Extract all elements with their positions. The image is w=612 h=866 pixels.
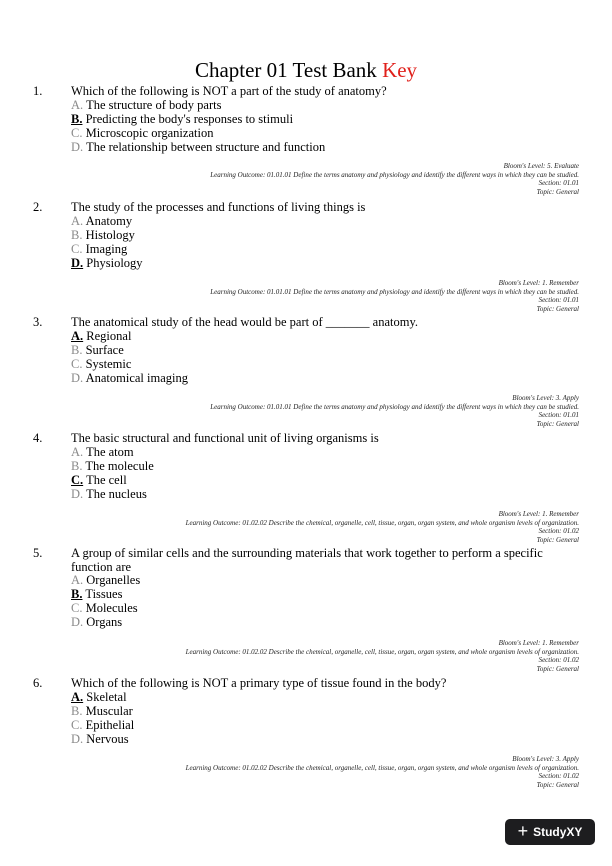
question-text: The anatomical study of the head would be part of _______ anatomy. [71,315,419,329]
section: Section: 01.02 [538,656,579,665]
correct-option-letter: C. [71,473,84,487]
section: Section: 01.02 [538,772,579,781]
option-c [71,601,140,615]
option-text: Regional [86,329,132,343]
question-number: 4. [33,431,43,445]
option-c [71,126,325,140]
question-metadata [210,279,579,313]
option-text: Histology [85,228,135,242]
question-text: The study of the processes and functions of living things is [71,200,366,214]
correct-option-letter: B. [71,112,83,126]
question-metadata [186,639,579,673]
option-letter: C. [71,718,83,732]
question-number: 5. [33,546,43,560]
learning-outcome: Learning Outcome: 01.02.02 Describe the chemical, organelle, cell, tissue, organ, organ system, and whole organism levels of organization. [185,647,579,656]
option-letter: D. [71,371,84,385]
blooms-level: Bloom's Level: 1. Remember [498,639,579,647]
option-text: The atom [86,445,134,459]
blooms-level: Bloom's Level: 1. Remember [498,510,579,518]
option-letter: D. [71,615,84,629]
option-d [71,732,134,746]
option-text: Predicting the body's responses to stimuli [85,112,294,126]
question-metadata [210,394,579,428]
option-text: Imaging [85,242,128,256]
option-b [71,228,143,242]
question-metadata [210,162,579,196]
option-text: Skeletal [86,690,127,704]
option-text: Nervous [86,732,129,746]
correct-option-letter: B. [71,587,83,601]
option-letter: A. [71,573,84,587]
topic: Topic: General [536,419,579,428]
title-main: Chapter 01 Test Bank [194,58,377,82]
option-text: Anatomy [85,214,133,228]
question-metadata [186,755,579,789]
correct-option-letter: D. [71,256,84,270]
option-text: The relationship between structure and function [86,140,326,154]
option-text: Microscopic organization [85,126,214,140]
option-list [71,445,154,501]
option-c [71,473,154,487]
option-letter: C. [71,242,83,256]
blooms-level: Bloom's Level: 3. Apply [512,755,579,763]
correct-option-letter: A. [71,329,84,343]
option-letter: B. [71,459,83,473]
option-letter: B. [71,704,83,718]
option-text: Physiology [86,256,143,270]
option-d [71,140,325,154]
option-list [71,329,188,385]
option-list [71,690,134,746]
section: Section: 01.01 [538,179,579,188]
question-number: 2. [33,200,43,214]
option-text: Molecules [85,601,138,615]
topic: Topic: General [536,664,579,673]
option-b [71,587,140,601]
section: Section: 01.01 [538,411,579,420]
topic: Topic: General [536,535,579,544]
blooms-level: Bloom's Level: 5. Evaluate [503,162,579,170]
option-list [71,573,140,629]
learning-outcome: Learning Outcome: 01.01.01 Define the terms anatomy and physiology and identify the different ways in which they can be studied. [210,170,579,179]
topic: Topic: General [536,780,579,789]
option-letter: A. [71,98,84,112]
option-d [71,256,143,270]
option-letter: A. [71,445,84,459]
brand-name: StudyXY [533,825,583,839]
option-c [71,357,188,371]
option-text: Anatomical imaging [85,371,188,385]
option-c [71,718,134,732]
section: Section: 01.02 [538,527,579,536]
option-c [71,242,143,256]
option-letter: B. [71,343,83,357]
question-text: Which of the following is NOT a primary type of tissue found in the body? [71,676,447,690]
option-text: Epithelial [85,718,135,732]
option-text: Tissues [85,587,123,601]
studyxy-badge[interactable] [505,819,595,845]
question-metadata [186,510,579,544]
learning-outcome: Learning Outcome: 01.01.01 Define the terms anatomy and physiology and identify the different ways in which they can be studied. [210,402,579,411]
option-b [71,704,134,718]
option-b [71,343,188,357]
option-letter: D. [71,732,84,746]
option-b [71,459,154,473]
option-text: The molecule [85,459,154,473]
option-a [71,445,154,459]
option-text: Systemic [85,357,132,371]
topic: Topic: General [536,304,579,313]
option-text: Organs [86,615,123,629]
option-a [71,329,188,343]
option-letter: A. [71,214,84,228]
option-a [71,214,143,228]
option-letter: C. [71,357,83,371]
learning-outcome: Learning Outcome: 01.02.02 Describe the chemical, organelle, cell, tissue, organ, organ system, and whole organism levels of organization. [185,518,579,527]
question-number: 6. [33,676,43,690]
option-b [71,112,325,126]
option-letter: C. [71,601,83,615]
option-a [71,573,140,587]
blooms-level: Bloom's Level: 1. Remember [498,279,579,287]
option-letter: C. [71,126,83,140]
option-a [71,690,134,704]
title-key: Key [382,58,418,82]
option-text: Muscular [85,704,133,718]
option-list [71,98,325,154]
option-d [71,615,140,629]
section: Section: 01.01 [538,296,579,305]
option-text: The nucleus [86,487,147,501]
correct-option-letter: A. [71,690,84,704]
blooms-level: Bloom's Level: 3. Apply [512,394,579,402]
option-letter: B. [71,228,83,242]
option-letter: D. [71,140,84,154]
plus-icon: + [517,821,529,841]
question-text: The basic structural and functional unit of living organisms is [71,431,379,445]
question-number: 1. [33,84,43,98]
option-d [71,487,154,501]
question-text: Which of the following is NOT a part of the study of anatomy? [71,84,387,98]
option-text: The cell [86,473,127,487]
question-number: 3. [33,315,43,329]
option-d [71,371,188,385]
option-text: The structure of body parts [86,98,222,112]
option-list [71,214,143,270]
option-letter: D. [71,487,84,501]
learning-outcome: Learning Outcome: 01.02.02 Describe the chemical, organelle, cell, tissue, organ, organ system, and whole organism levels of organization. [185,763,579,772]
option-text: Organelles [86,573,141,587]
page-title [0,58,612,82]
learning-outcome: Learning Outcome: 01.01.01 Define the terms anatomy and physiology and identify the different ways in which they can be studied. [210,287,579,296]
option-text: Surface [85,343,124,357]
question-text: A group of similar cells and the surrounding materials that work together to perform a specific function are [71,546,543,574]
option-a [71,98,325,112]
topic: Topic: General [536,187,579,196]
